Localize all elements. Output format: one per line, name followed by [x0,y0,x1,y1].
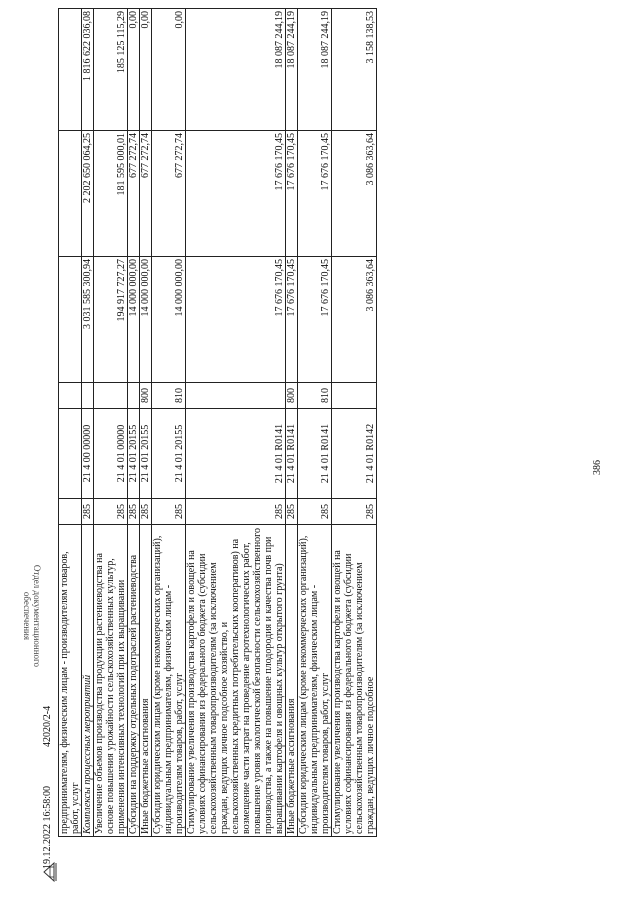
row-name: Стимулирование увеличения производства картофеля и овощей на условиях софинансирования из федерального бюджета (субсидии сельскохозяйственным товаропроизводителям (за исключением граждан, ведущих личное подсобное хозяйство, и сельскохозяйственных кредитных потребительских кооперативов) на возмещение части затрат на проведение агротехнологических работ, повышение уровня экологической безопасности сельскохозяйственного производства, а также на повышение плодородия и качества почв при выращивании картофеля и овощных культур открытого грунта) [186,525,286,837]
row-name: Субсидии юридическим лицам (кроме некоммерческих организаций), индивидуальным предпринимателям, физическим лицам - производителям товаров, работ, услуг [152,525,186,837]
ministry-code: 285 [186,499,286,525]
target-article-code: 21 4 01 20155 [128,409,140,499]
target-article-code: 21 4 01 20155 [140,409,152,499]
ministry-code: 285 [152,499,186,525]
footer-date: 19.12.2022 16:58:00 [42,785,53,869]
ministry-code: 285 [82,499,94,525]
target-article-code: 21 4 01 R0142 [332,409,377,499]
row-name: Иные бюджетные ассигнования [140,525,152,837]
row-name: Стимулирование увеличения производства картофеля и овощей на условиях софинансирования из федерального бюджета (субсидии сельскохозяйственным товаропроизводителям (за исключением граждан, ведущих личное подсобное [332,525,377,837]
amount-year-2: 3 086 363,64 [332,131,377,257]
page-number: 386 [592,460,603,475]
ministry-code: 285 [332,499,377,525]
expense-type-code [82,383,94,409]
department-stamp [22,565,42,667]
ministry-code: 285 [94,499,128,525]
amount-year-1: 3 031 585 300,94 [82,257,94,383]
amount-year-1: 194 917 727,27 [94,257,128,383]
target-article-code: 21 4 01 00000 [94,409,128,499]
amount-year-1: 14 000 000,00 [152,257,186,383]
table-row [82,9,94,837]
amount-year-2: 677 272,74 [152,131,186,257]
ministry-code: 285 [298,499,332,525]
table-row [332,9,377,837]
amount-year-2: 2 202 650 064,25 [82,131,94,257]
amount-year-2: 677 272,74 [140,131,152,257]
row-name: Комплексы процессных мероприятий [82,525,94,837]
amount-year-3: 1 816 622 036,08 [82,9,94,131]
table-row [128,9,140,837]
table-row [59,9,82,837]
table-row [286,9,298,837]
target-article-code: 21 4 00 00000 [82,409,94,499]
amount-year-3: 185 125 115,29 [94,9,128,131]
row-name: Субсидии юридическим лицам (кроме некоммерческих организаций), индивидуальным предпринимателям, физическим лицам - производителям товаров, работ, услуг [298,525,332,837]
ministry-code: 285 [286,499,298,525]
target-article-code: 21 4 01 R0141 [298,409,332,499]
table-row [298,9,332,837]
amount-year-1: 14 000 000,00 [140,257,152,383]
amount-year-3: 0,00 [128,9,140,131]
expense-type-code [128,383,140,409]
amount-year-3 [59,9,82,131]
target-article-code: 21 4 01 R0141 [186,409,286,499]
table-row [186,9,286,837]
expense-type-code: 810 [152,383,186,409]
amount-year-3: 18 087 244,19 [186,9,286,131]
amount-year-3: 0,00 [152,9,186,131]
ministry-code [59,499,82,525]
expense-type-code: 810 [298,383,332,409]
row-name: предпринимателям, физическим лицам - производителям товаров, работ, услуг [59,525,82,837]
amount-year-1: 14 000 000,00 [128,257,140,383]
target-article-code: 21 4 01 R0141 [286,409,298,499]
amount-year-1: 17 676 170,45 [286,257,298,383]
budget-table [58,9,377,837]
target-article-code: 21 4 01 20155 [152,409,186,499]
table-row [152,9,186,837]
expense-type-code [59,383,82,409]
amount-year-3: 18 087 244,19 [286,9,298,131]
amount-year-1: 17 676 170,45 [298,257,332,383]
target-article-code [59,409,82,499]
amount-year-2: 17 676 170,45 [298,131,332,257]
ministry-code: 285 [140,499,152,525]
amount-year-2: 677 272,74 [128,131,140,257]
expense-type-code [332,383,377,409]
expense-type-code [94,383,128,409]
ministry-code: 285 [128,499,140,525]
row-name: Увеличение объемов производства продукции растениеводства на основе повышения урожайности сельскохозяйственных культур, применения интенсивных технологий при их выращивании [94,525,128,837]
stamp-line-2: обеспечения [22,591,32,640]
expense-type-code [186,383,286,409]
amount-year-1: 3 086 363,64 [332,257,377,383]
amount-year-1 [59,257,82,383]
stamp-line-1: Отдел документационного [32,564,42,667]
expense-type-code: 800 [286,383,298,409]
page-footer [20,37,60,877]
amount-year-2: 181 595 000,01 [94,131,128,257]
expense-type-code: 800 [140,383,152,409]
amount-year-2: 17 676 170,45 [186,131,286,257]
amount-year-3: 0,00 [140,9,152,131]
footer-doc-code: 42020/2-4 [42,705,53,747]
amount-year-2: 17 676 170,45 [286,131,298,257]
amount-year-3: 3 158 138,53 [332,9,377,131]
amount-year-3: 18 087 244,19 [298,9,332,131]
row-name: Иные бюджетные ассигнования [286,525,298,837]
amount-year-1: 17 676 170,45 [186,257,286,383]
row-name: Субсидии на поддержку отдельных подотраслей растениеводства [128,525,140,837]
table-row [94,9,128,837]
amount-year-2 [59,131,82,257]
table-row [140,9,152,837]
